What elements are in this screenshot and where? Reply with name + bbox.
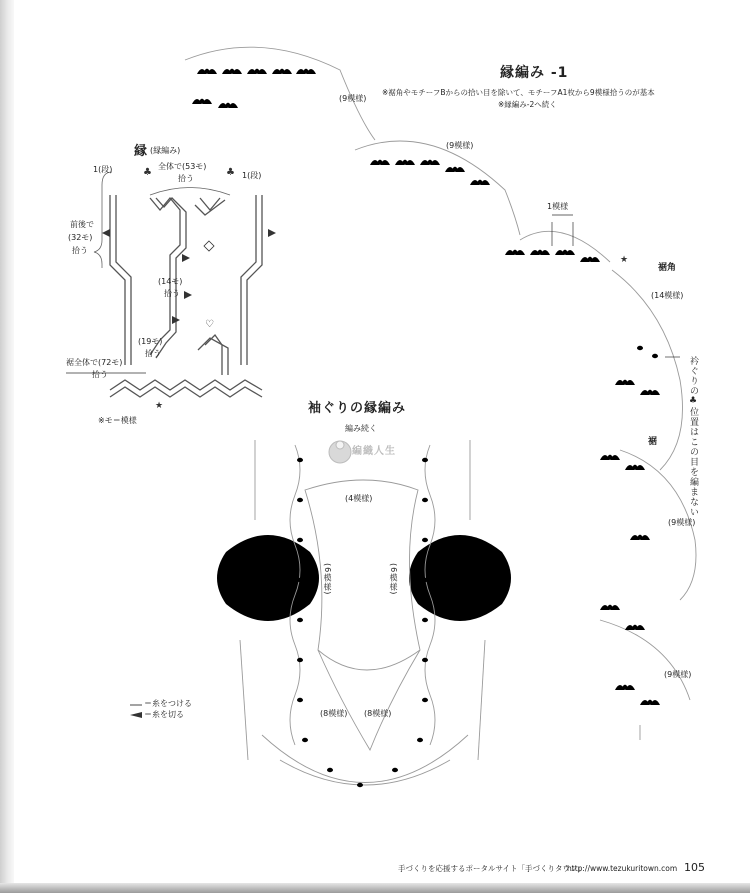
trim-chart xyxy=(185,47,696,740)
page-number: 105 xyxy=(684,861,705,874)
page-bottom-shadow xyxy=(0,883,750,893)
row-label-left: 1(段) xyxy=(93,165,113,174)
trim-repeat-label: (14模様) xyxy=(651,291,684,300)
hem-corner-label: 裾角 xyxy=(658,263,677,273)
legend-attach: ＝糸をつける xyxy=(144,699,192,708)
count-14-pick: 拾う xyxy=(164,289,180,298)
trim-repeat-label: (9模様) xyxy=(446,141,474,150)
svg-text:♣: ♣ xyxy=(143,167,152,178)
svg-text:★: ★ xyxy=(155,401,164,411)
trim-title: 縁編み -1 xyxy=(500,65,569,81)
armhole-title: 袖ぐりの縁編み xyxy=(308,401,407,416)
front-back-label: 前後で xyxy=(70,220,94,229)
front-back-pick: 拾う xyxy=(72,246,88,255)
legend-icons xyxy=(130,705,142,718)
footnote: ※モ＝模様 xyxy=(98,416,137,425)
total-pick-label: 拾う xyxy=(178,174,194,183)
trim-repeat-label: (9模様) xyxy=(668,518,696,527)
trim-one-repeat-label: 1模様 xyxy=(547,202,569,211)
edge-subtitle: (縁編み) xyxy=(150,146,181,155)
trim-note-line1: ※裾角やモチーフBからの拾い目を除いて、モチーフA1枚から9模様拾うのが基本 xyxy=(382,88,655,97)
svg-text:♣: ♣ xyxy=(226,167,235,178)
total-count-label: 全体で(53モ) xyxy=(158,162,207,171)
count-19-label: (19モ) xyxy=(138,337,163,346)
svg-text:★: ★ xyxy=(620,255,629,265)
trim-repeat-label: (9模様) xyxy=(664,670,692,679)
edge-title: 縁 xyxy=(134,144,149,159)
count-4-label: (4模様) xyxy=(345,494,373,503)
continue-label: 編み続く xyxy=(345,424,377,433)
hem-total-label: 裾全体で(72モ) xyxy=(66,358,123,367)
watermark-text: 編織人生 xyxy=(352,446,396,457)
front-back-count: (32モ) xyxy=(68,233,93,242)
hem-pick-label: 拾う xyxy=(92,370,108,379)
footer-url[interactable]: http://www.tezukuritown.com xyxy=(567,864,678,873)
count-8-left: (8模様) xyxy=(320,709,348,718)
hem-label: 裾 xyxy=(648,437,658,447)
count-8-right: (8模様) xyxy=(364,709,392,718)
footer-portal-text: 手づくりを応援するポータルサイト「手づくりタウン」 xyxy=(398,864,585,873)
count-6-right: (6模様) xyxy=(389,563,398,596)
legend-cut: ＝糸を切る xyxy=(144,710,184,719)
count-6-left: (6模様) xyxy=(323,563,332,596)
trim-note-line2: ※縁編み-2へ続く xyxy=(498,100,557,109)
trim-repeat-label: (9模様) xyxy=(339,94,367,103)
count-14-label: (14モ) xyxy=(158,277,183,286)
count-19-pick: 拾う xyxy=(145,349,161,358)
collar-note: 衿ぐりの♣位置はこの目を編まない xyxy=(688,356,698,517)
svg-text:♡: ♡ xyxy=(205,319,214,330)
row-label-right: 1(段) xyxy=(242,171,262,180)
